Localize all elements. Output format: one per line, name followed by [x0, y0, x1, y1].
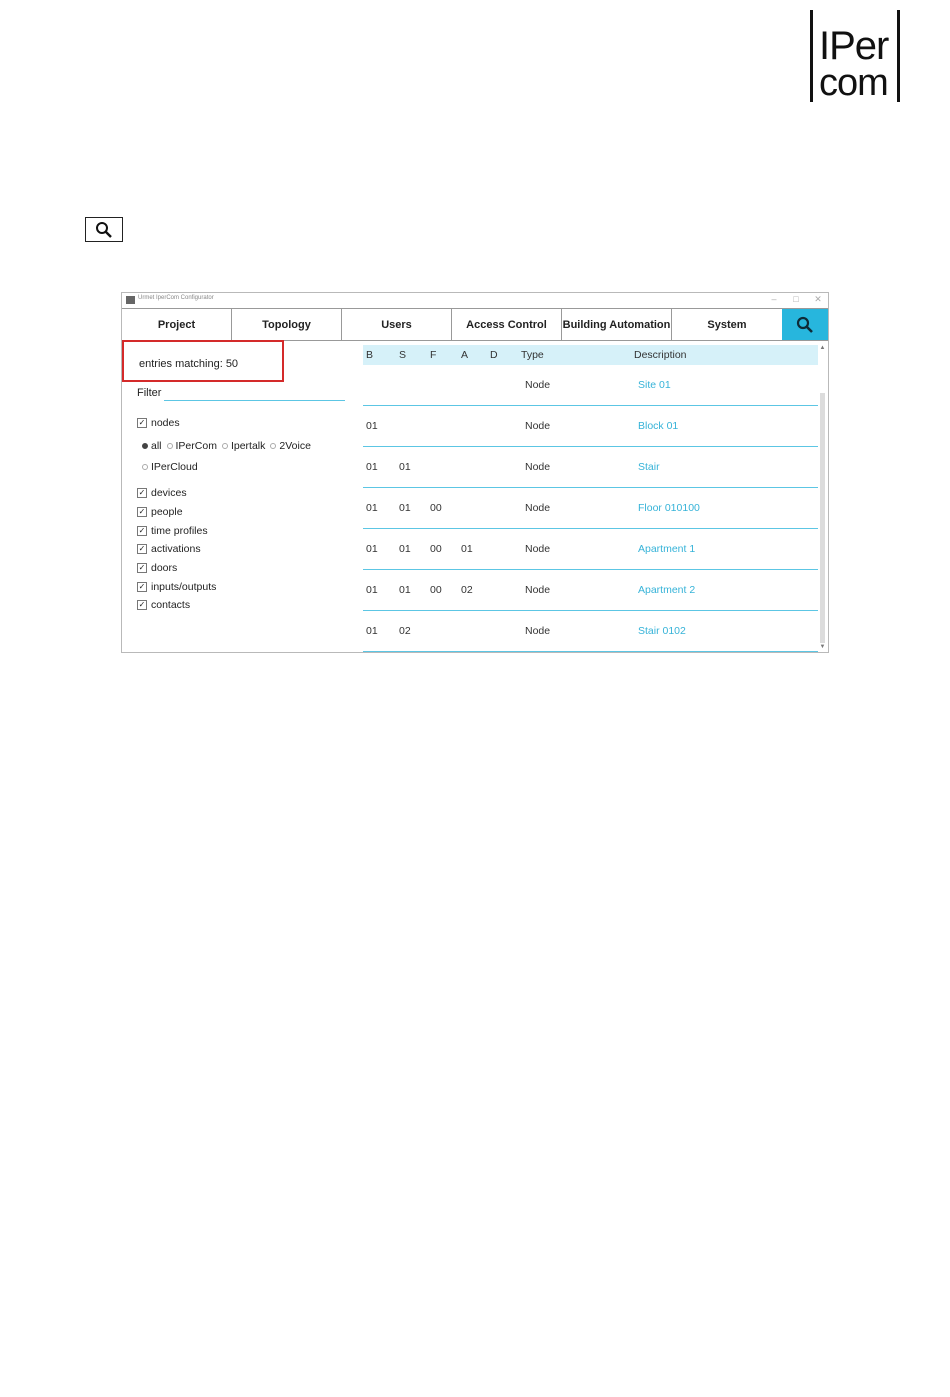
radio-label: IPerCom	[175, 440, 217, 452]
logo-line-2: com	[819, 62, 888, 104]
tab-search[interactable]	[782, 309, 828, 340]
cell-description[interactable]: Site 01	[638, 379, 671, 391]
tab-building-automation[interactable]: Building Automation	[562, 309, 672, 340]
scroll-down-icon[interactable]: ▼	[819, 644, 826, 650]
radio-unselected-icon	[167, 443, 173, 449]
checkbox-checked-icon: ✓	[138, 544, 146, 553]
node-type-radio-group	[142, 440, 316, 452]
radio-ipercloud[interactable]	[142, 461, 198, 473]
close-button[interactable]: ✕	[814, 294, 822, 304]
minimize-button[interactable]: –	[771, 294, 777, 304]
logo-line-1: IPer	[819, 24, 889, 68]
time-profiles-checkbox[interactable]	[137, 525, 208, 537]
doors-checkbox[interactable]	[137, 562, 177, 574]
nodes-checkbox[interactable]	[137, 417, 180, 429]
tab-project[interactable]: Project	[122, 309, 232, 340]
cell-b: 01	[366, 543, 378, 555]
search-button-illustration	[85, 217, 123, 242]
scroll-up-icon[interactable]: ▲	[819, 345, 826, 351]
table-row[interactable]	[363, 529, 818, 570]
radio-label: 2Voice	[279, 440, 311, 452]
header-s[interactable]: S	[399, 349, 407, 361]
checkbox-checked-icon: ✓	[138, 418, 146, 427]
checkbox-checked-icon: ✓	[138, 488, 146, 497]
main-nav	[122, 308, 828, 341]
cell-s: 01	[399, 543, 411, 555]
table-row[interactable]	[363, 406, 818, 447]
cell-description[interactable]: Apartment 1	[638, 543, 696, 555]
cell-b: 01	[366, 584, 378, 596]
radio-all[interactable]	[142, 440, 162, 452]
table-row[interactable]	[363, 365, 818, 406]
nodes-label: nodes	[151, 417, 180, 429]
checkbox-label: devices	[151, 487, 187, 499]
logo-right-bar	[897, 10, 900, 102]
checkbox-label: inputs/outputs	[151, 581, 217, 593]
header-type[interactable]: Type	[521, 349, 544, 361]
results-table	[363, 345, 818, 652]
radio-2voice[interactable]	[270, 440, 311, 452]
cell-description[interactable]: Apartment 2	[638, 584, 696, 596]
cell-type: Node	[525, 461, 551, 473]
radio-selected-icon	[142, 443, 148, 449]
node-type-radio-group-2	[142, 461, 203, 473]
radio-label: IPerCloud	[151, 461, 198, 473]
cell-description[interactable]: Stair	[638, 461, 660, 473]
cell-type: Node	[525, 584, 551, 596]
cell-b: 01	[366, 461, 378, 473]
configurator-window	[121, 292, 829, 653]
cell-type: Node	[525, 502, 551, 514]
devices-checkbox[interactable]	[137, 487, 187, 499]
window-title: Urmet IperCom Configurator	[138, 295, 214, 301]
table-row[interactable]	[363, 488, 818, 529]
search-icon	[95, 221, 113, 238]
maximize-button[interactable]: □	[793, 294, 799, 304]
header-a[interactable]: A	[461, 349, 469, 361]
activations-checkbox[interactable]	[137, 543, 201, 555]
cell-s: 01	[399, 584, 411, 596]
cell-a: 02	[461, 584, 473, 596]
cell-type: Node	[525, 625, 551, 637]
table-scrollbar[interactable]	[819, 345, 826, 650]
checkbox-checked-icon: ✓	[138, 582, 146, 591]
cell-description[interactable]: Stair 0102	[638, 625, 686, 637]
cell-b: 01	[366, 420, 378, 432]
table-row[interactable]	[363, 611, 818, 652]
tab-users[interactable]: Users	[342, 309, 452, 340]
header-b[interactable]: B	[366, 349, 374, 361]
entries-matching-highlight	[122, 340, 284, 382]
checkbox-checked-icon: ✓	[138, 507, 146, 516]
header-f[interactable]: F	[430, 349, 437, 361]
checkbox-checked-icon: ✓	[138, 600, 146, 609]
header-description[interactable]: Description	[634, 349, 687, 361]
radio-unselected-icon	[142, 464, 148, 470]
cell-s: 02	[399, 625, 411, 637]
cell-s: 01	[399, 502, 411, 514]
filter-label: Filter	[137, 387, 162, 399]
cell-f: 00	[430, 584, 442, 596]
logo-left-bar	[810, 10, 813, 102]
contacts-checkbox[interactable]	[137, 599, 190, 611]
table-row[interactable]	[363, 447, 818, 488]
app-icon	[126, 296, 135, 304]
radio-label: all	[151, 440, 162, 452]
cell-f: 00	[430, 502, 442, 514]
checkbox-checked-icon: ✓	[138, 526, 146, 535]
radio-ipercom[interactable]	[167, 440, 217, 452]
checkbox-label: people	[151, 506, 183, 518]
cell-description[interactable]: Floor 010100	[638, 502, 700, 514]
header-d[interactable]: D	[490, 349, 498, 361]
table-header	[363, 345, 818, 365]
checkbox-checked-icon: ✓	[138, 563, 146, 572]
tab-access-control[interactable]: Access Control	[452, 309, 562, 340]
tab-system[interactable]: System	[707, 318, 747, 331]
entries-matching-count: entries matching: 50	[139, 358, 239, 370]
checkbox-label: contacts	[151, 599, 191, 611]
inputs-outputs-checkbox[interactable]	[137, 581, 216, 593]
title-bar	[122, 293, 828, 308]
filter-input[interactable]	[164, 400, 345, 401]
cell-type: Node	[525, 420, 551, 432]
checkbox-label: doors	[151, 562, 178, 574]
radio-unselected-icon	[270, 443, 276, 449]
radio-ipertalk[interactable]	[222, 440, 265, 452]
ipercom-logo	[810, 10, 900, 102]
people-checkbox[interactable]	[137, 506, 183, 518]
search-icon	[796, 316, 814, 334]
checkbox-label: activations	[151, 543, 201, 555]
cell-type: Node	[525, 379, 551, 391]
checkbox-label: time profiles	[151, 525, 208, 537]
cell-description[interactable]: Block 01	[638, 420, 679, 432]
scroll-thumb[interactable]	[820, 393, 825, 643]
radio-label: Ipertalk	[230, 440, 266, 452]
cell-b: 01	[366, 502, 378, 514]
table-body	[363, 365, 818, 652]
table-row[interactable]	[363, 570, 818, 611]
cell-b: 01	[366, 625, 378, 637]
cell-type: Node	[525, 543, 551, 555]
cell-s: 01	[399, 461, 411, 473]
tab-topology[interactable]: Topology	[232, 309, 342, 340]
cell-a: 01	[461, 543, 473, 555]
radio-unselected-icon	[222, 443, 228, 449]
cell-f: 00	[430, 543, 442, 555]
